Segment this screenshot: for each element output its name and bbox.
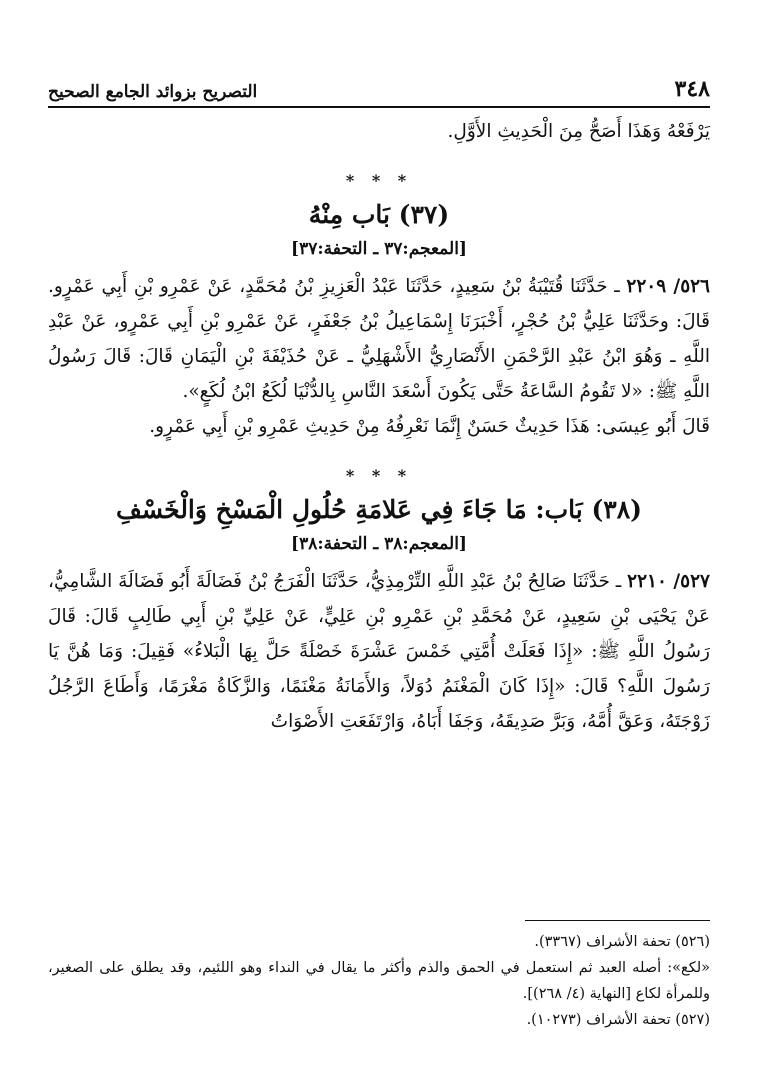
hadith-comment: قَالَ أَبُو عِيسَى: هَذَا حَدِيثٌ حَسَنٌ إِنَّمَا نَعْرِفُهُ مِنْ حَدِيثِ عَمْرِو بْنِ أَبِي عَمْرٍو. xyxy=(149,416,710,437)
page-header xyxy=(48,68,710,108)
page-number: ٣٤٨ xyxy=(674,76,710,102)
section-separator: * * * xyxy=(345,466,413,485)
chapter-reference-37: [المعجم:٣٧ ـ التحفة:٣٧] xyxy=(291,239,467,259)
hadith-number: ٥٢٦/ ٢٢٠٩ xyxy=(626,276,710,297)
hadith-text: ـ حَدَّثَنَا قُتَيْبَةُ بْنُ سَعِيدٍ، حَدَّثَنَا عَبْدُ الْعَزِيزِ بْنُ مُحَمَّدٍ، عَنْ عَمْرِو بْنِ أَبِي عَمْرٍو. قَالَ: وحَدَّثَنَا عَلِيُّ بْنُ حُجْرٍ، أَخْبَرَنَا إِسْمَاعِيلُ بْنُ جَعْفَرٍ، عَنْ عَمْرِو بْنِ أَبِي عَمْرٍو، عَنْ عَبْدِ اللَّهِ ـ وَهُوَ ابْنُ عَبْدِ الرَّحْمَنِ الأَنْصَارِيُّ الأَشْهَلِيُّ ـ عَنْ حُذَيْفَةَ بْنِ الْيَمَانِ قَالَ: قَالَ رَسُولُ اللَّهِ ﷺ: «لا تَقُومُ السَّاعَةُ حَتَّى يَكُونَ أَسْعَدَ النَّاسِ بِالدُّنْيَا لُكَعُ ابْنُ لُكَعٍ». xyxy=(48,276,710,402)
footnote: (٥٢٧) تحفة الأشراف (١٠٢٧٣). xyxy=(526,1012,710,1028)
hadith-526 xyxy=(48,269,710,409)
main-text xyxy=(48,114,710,739)
footnotes xyxy=(48,920,710,1033)
chapter-reference-38: [المعجم:٣٨ ـ التحفة:٣٨] xyxy=(291,534,467,554)
chapter-title-37: (٣٧) بَاب مِنْهُ xyxy=(308,200,450,229)
hadith-text: ـ حَدَّثَنَا صَالِحُ بْنُ عَبْدِ اللَّهِ التِّرْمِذِيُّ، حَدَّثَنَا الْفَرَجُ بْنُ فَضَالَةَ أَبُو فَضَالَةَ الشَّامِيُّ، عَنْ يَحْيَى بْنِ سَعِيدٍ، عَنْ مُحَمَّدِ بْنِ عَمْرِو بْنِ عَلِيٍّ، عَنْ عَلِيِّ بْنِ أَبِي طَالِبٍ قَالَ: قَالَ رَسُولُ اللَّهِ ﷺ: «إِذَا فَعَلَتْ أُمَّتِي خَمْسَ عَشْرَةَ خَصْلَةً حَلَّ بِهَا الْبَلاءُ» فَقِيلَ: وَمَا هُنَّ يَا رَسُولَ اللَّهِ؟ قَالَ: «إِذَا كَانَ الْمَغْنَمُ دُوَلاً، وَالأَمَانَةُ مَغْنَمًا، وَالزَّكَاةُ مَغْرَمًا، وَأَطَاعَ الرَّجُلُ زَوْجَتَهُ، وَعَقَّ أُمَّهُ، وَبَرَّ صَدِيقَهُ، وَجَفَا أَبَاهُ، وَارْتَفَعَتِ الأَصْوَاتُ xyxy=(48,571,710,732)
hadith-527 xyxy=(48,564,710,739)
section-separator: * * * xyxy=(345,171,413,190)
chapter-title-38: (٣٨) بَاب: مَا جَاءَ فِي عَلامَةِ حُلُولِ الْمَسْخِ وَالْخَسْفِ xyxy=(116,495,642,524)
running-title: التصريح بزوائد الجامع الصحيح xyxy=(48,82,258,102)
footnote: (٥٢٦) تحفة الأشراف (٣٣٦٧). xyxy=(534,934,710,950)
footnote: «لكع»: أصله العبد ثم استعمل في الحمق والذم وأكثر ما يقال في النداء وهو اللئيم، وقد يطلق على الصغير، وللمرأة لكاع [النهاية (٤/ ٢٦٨)]. xyxy=(48,960,710,1002)
hadith-number: ٥٢٧/ ٢٢١٠ xyxy=(627,571,710,592)
intro-line: يَرْفَعْهُ وَهَذَا أَصَحُّ مِنَ الْحَدِيثِ الأَوَّلِ. xyxy=(447,121,710,142)
footnote-rule xyxy=(525,920,710,921)
